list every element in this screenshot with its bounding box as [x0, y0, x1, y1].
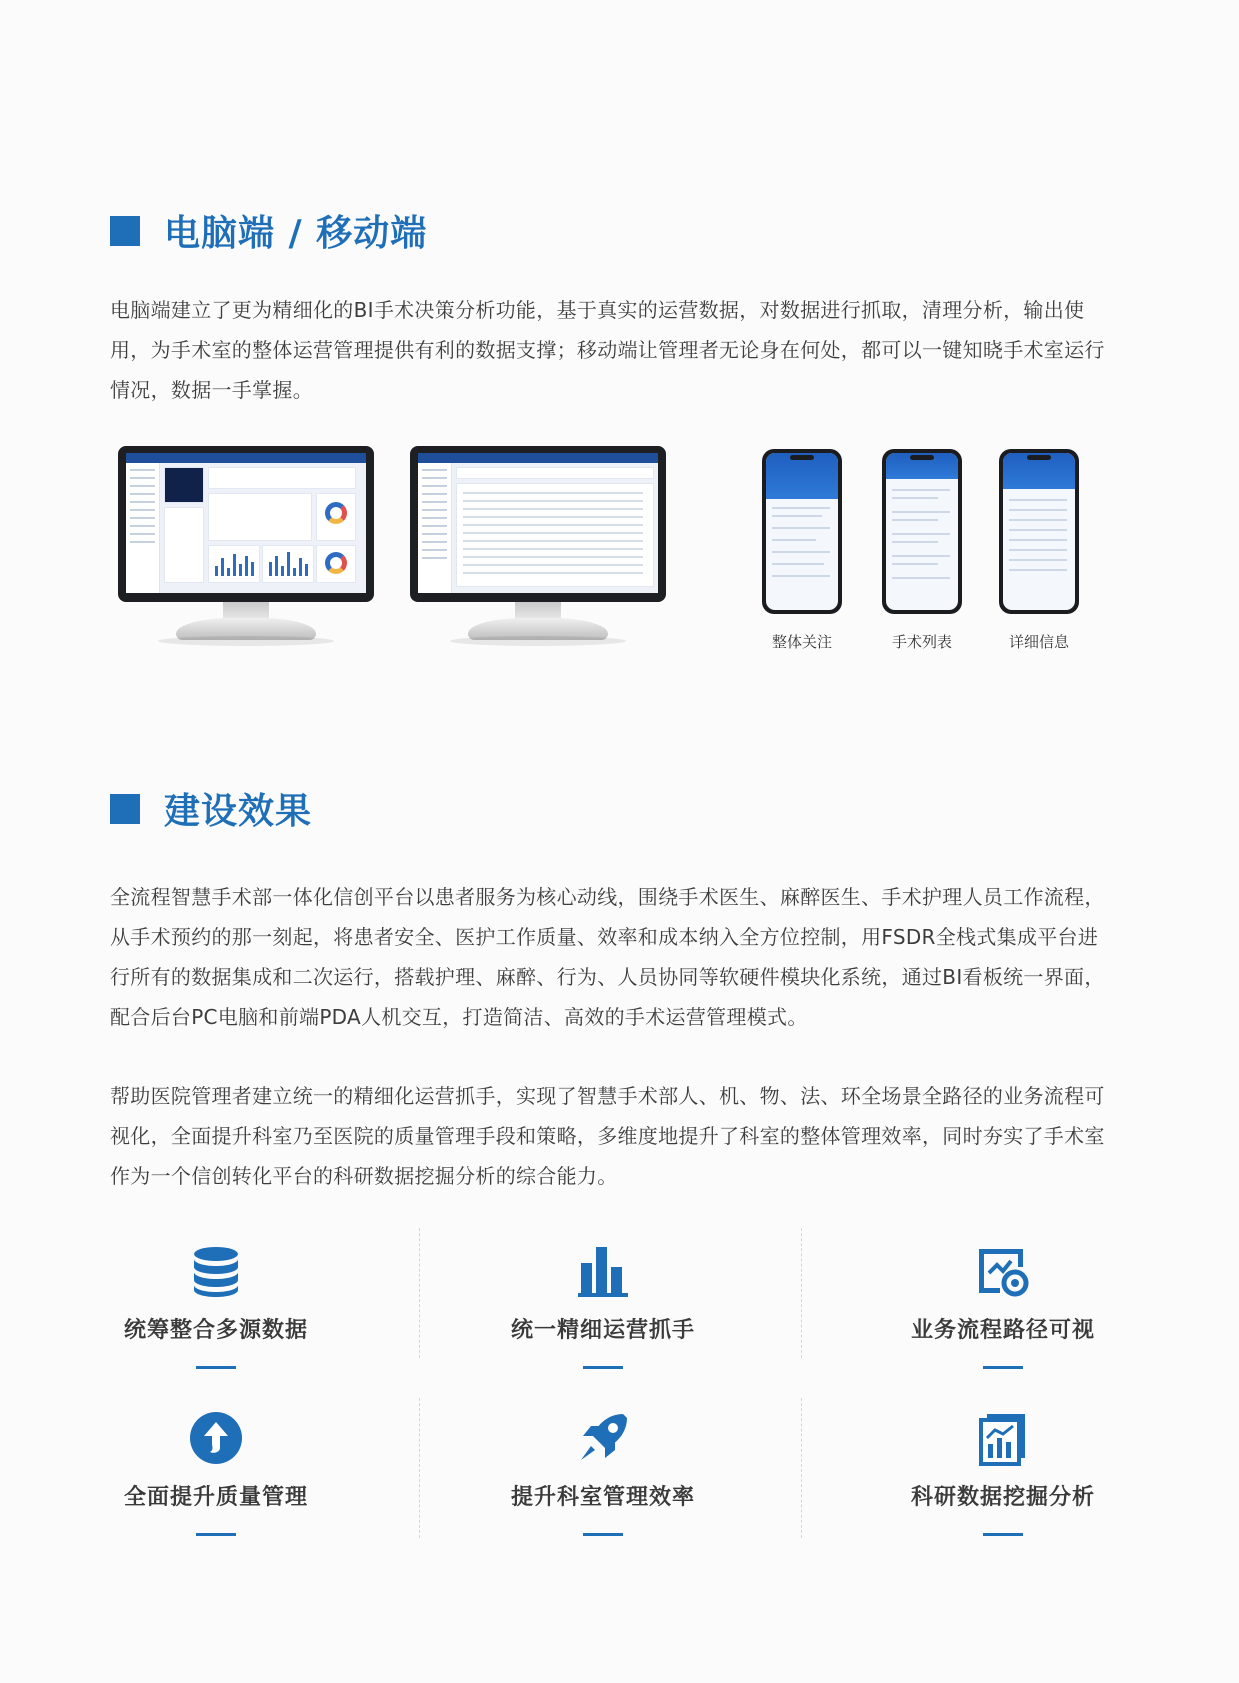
phone-overview-image — [762, 449, 842, 614]
phone-label-surgery-list: 手术列表 — [891, 633, 952, 651]
divider — [419, 1398, 420, 1538]
feature-underline — [983, 1533, 1023, 1536]
feature-title: 业务流程路径可视 — [910, 1318, 1095, 1343]
divider — [801, 1398, 802, 1538]
chart-gear-icon — [975, 1243, 1031, 1299]
phone-label-detail: 详细信息 — [1008, 633, 1069, 651]
monitor-screen — [418, 453, 658, 593]
feature-item — [853, 1243, 1153, 1369]
divider — [419, 1228, 420, 1358]
feature-item — [66, 1410, 366, 1536]
results-paragraph-1: 全流程智慧手术部一体化信创平台以患者服务为核心动线，围绕手术医生、麻醉医生、手术护理人员工作流程，从手术预约的那一刻起，将患者安全、医护工作质量、效率和成本纳入全方位控制，用FSDR全栈式集成平台进行所有的数据集成和二次运行，搭载护理、麻醉、行为、人员协同等软硬件模块化系统，通过BI看板统一界面，配合后台PC电脑和前端PDA人机交互，打造简洁、高效的手术运营管理模式。 — [110, 885, 1105, 1029]
upload-arrow-icon — [188, 1410, 244, 1466]
section-title: 建设效果 — [164, 791, 313, 832]
feature-title: 全面提升质量管理 — [123, 1485, 308, 1510]
feature-title: 提升科室管理效率 — [510, 1485, 695, 1510]
section-heading-devices — [110, 205, 427, 256]
feature-title: 统一精细运营抓手 — [510, 1318, 695, 1343]
feature-underline — [196, 1533, 236, 1536]
section-title: 电脑端 / 移动端 — [164, 213, 428, 254]
rocket-icon — [575, 1410, 631, 1466]
section-heading-results — [110, 783, 312, 834]
feature-item — [853, 1410, 1153, 1536]
monitor-screen — [126, 453, 366, 593]
feature-underline — [583, 1366, 623, 1369]
phone-detail-image — [999, 449, 1079, 614]
devices-paragraph: 电脑端建立了更为精细化的BI手术决策分析功能，基于真实的运营数据，对数据进行抓取，清理分析，输出使用，为手术室的整体运营管理提供有利的数据支撑；移动端让管理者无论身在何处，都可以一键知晓手术室运行情况，数据一手掌握。 — [110, 298, 1105, 402]
feature-underline — [983, 1366, 1023, 1369]
divider — [801, 1228, 802, 1358]
heading-square-icon — [110, 216, 140, 246]
feature-item — [453, 1410, 753, 1536]
monitor-frame — [410, 446, 666, 602]
feature-item — [453, 1243, 753, 1369]
phone-label-overview: 整体关注 — [771, 633, 832, 651]
feature-item — [66, 1243, 366, 1369]
report-chart-icon — [975, 1410, 1031, 1466]
desktop-list-image — [410, 446, 666, 646]
desktop-dashboard-image — [118, 446, 374, 646]
feature-underline — [196, 1366, 236, 1369]
feature-underline — [583, 1533, 623, 1536]
monitor-frame — [118, 446, 374, 602]
database-icon — [188, 1243, 244, 1299]
heading-square-icon — [110, 794, 140, 824]
feature-title: 科研数据挖掘分析 — [910, 1485, 1095, 1510]
feature-title: 统筹整合多源数据 — [123, 1318, 308, 1343]
bar-chart-icon — [575, 1243, 631, 1299]
phone-surgery-list-image — [882, 449, 962, 614]
results-paragraph-2: 帮助医院管理者建立统一的精细化运营抓手，实现了智慧手术部人、机、物、法、环全场景全路径的业务流程可视化，全面提升科室乃至医院的质量管理手段和策略，多维度地提升了科室的整体管理效率，同时夯实了手术室作为一个信创转化平台的科研数据挖掘分析的综合能力。 — [110, 1084, 1105, 1188]
